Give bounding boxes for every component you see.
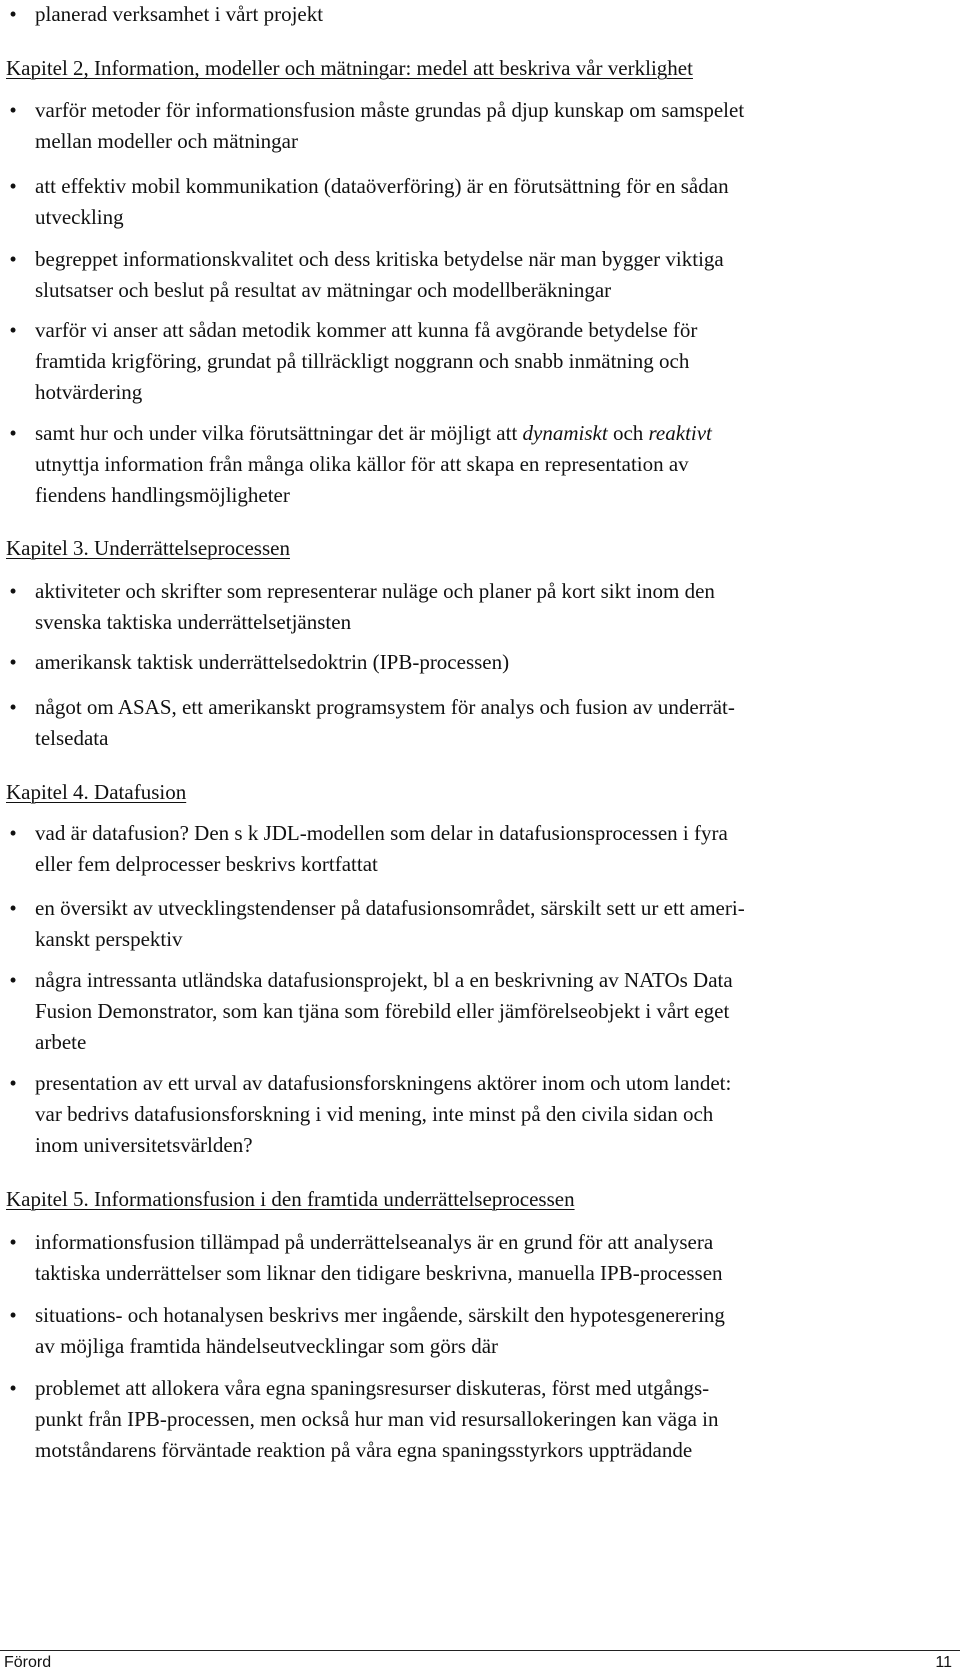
bullet-icon: • bbox=[9, 174, 17, 198]
bullet-icon: • bbox=[9, 579, 17, 603]
bullet-icon: • bbox=[9, 1230, 17, 1254]
bullet-icon: • bbox=[9, 650, 17, 674]
list-item-line: var bedrivs datafusionsforskning i vid mening, inte minst på den civila sidan och bbox=[35, 1102, 714, 1126]
list-item-line: kanskt perspektiv bbox=[35, 927, 183, 951]
list-item-line: slutsatser och beslut på resultat av mätningar och modellberäkningar bbox=[35, 278, 612, 302]
list-item-line: utnyttja information från många olika källor för att skapa en representation av bbox=[35, 452, 689, 476]
list-item-text: amerikansk taktisk underrättelsedoktrin (IPB-processen) bbox=[35, 650, 510, 674]
list-item bbox=[6, 647, 960, 678]
list-item bbox=[6, 418, 960, 511]
chapter-3-heading: Kapitel 3. Underrättelseprocessen bbox=[6, 536, 290, 560]
intro-list-item bbox=[6, 0, 960, 30]
bullet-icon: • bbox=[9, 318, 17, 342]
list-item bbox=[6, 692, 960, 754]
list-item-line: informationsfusion tillämpad på underrättelseanalys är en grund för att analysera bbox=[35, 1230, 714, 1254]
list-item bbox=[6, 315, 960, 408]
footer-divider bbox=[0, 1650, 960, 1651]
bullet-icon: • bbox=[9, 896, 17, 920]
list-item-line: taktiska underrättelser som liknar den tidigare beskrivna, manuella IPB-processen bbox=[35, 1261, 723, 1285]
emphasis-text: reaktivt bbox=[648, 421, 712, 445]
list-item bbox=[6, 1068, 960, 1161]
list-item-line: begreppet informationskvalitet och dess kritiska betydelse när man bygger viktiga bbox=[35, 247, 724, 271]
list-item-line: situations- och hotanalysen beskrivs mer ingående, särskilt den hypotesgenerering bbox=[35, 1303, 725, 1327]
bullet-icon: • bbox=[9, 821, 17, 845]
bullet-icon: • bbox=[9, 1376, 17, 1400]
list-item bbox=[6, 1227, 960, 1289]
list-item-line: något om ASAS, ett amerikanskt programsystem för analys och fusion av underrät- bbox=[35, 695, 735, 719]
list-item bbox=[6, 576, 960, 638]
list-item-line: utveckling bbox=[35, 205, 124, 229]
chapter-2-heading: Kapitel 2, Information, modeller och mätningar: medel att beskriva vår verklighet bbox=[6, 56, 693, 80]
list-item-text: samt hur och under vilka förutsättningar det är möjligt att bbox=[35, 421, 523, 445]
list-item-line: några intressanta utländska datafusionsprojekt, bl a en beskrivning av NATOs Data bbox=[35, 968, 733, 992]
list-item-line: vad är datafusion? Den s k JDL-modellen som delar in datafusionsprocessen i fyra bbox=[35, 821, 728, 845]
list-item-line: av möjliga framtida händelseutvecklingar som görs där bbox=[35, 1334, 499, 1358]
footer-section-title: Förord bbox=[4, 1654, 52, 1671]
emphasis-text: dynamiskt bbox=[522, 421, 608, 445]
list-item-line: telsedata bbox=[35, 726, 109, 750]
list-item-line: mellan modeller och mätningar bbox=[35, 129, 298, 153]
bullet-icon: • bbox=[9, 421, 17, 445]
list-item bbox=[6, 244, 960, 306]
list-item-line: en översikt av utvecklingstendenser på datafusionsområdet, särskilt sett ur ett ameri- bbox=[35, 896, 745, 920]
bullet-icon: • bbox=[9, 1303, 17, 1327]
list-item-line: arbete bbox=[35, 1030, 87, 1054]
list-item bbox=[6, 95, 960, 157]
bullet-icon: • bbox=[9, 98, 17, 122]
list-item-line: eller fem delprocesser beskrivs kortfattat bbox=[35, 852, 378, 876]
bullet-icon: • bbox=[9, 1071, 17, 1095]
list-item-line: inom universitetsvärlden? bbox=[35, 1133, 253, 1157]
list-item bbox=[6, 893, 960, 955]
list-item bbox=[6, 965, 960, 1058]
bullet-icon: • bbox=[9, 968, 17, 992]
list-item-text: och bbox=[607, 421, 649, 445]
list-item-line: Fusion Demonstrator, som kan tjäna som förebild eller jämförelseobjekt i vårt eget bbox=[35, 999, 730, 1023]
list-item-line: fiendens handlingsmöjligheter bbox=[35, 483, 290, 507]
list-item-text: planerad verksamhet i vårt projekt bbox=[35, 2, 324, 26]
list-item-line: varför metoder för informationsfusion måste grundas på djup kunskap om samspelet bbox=[35, 98, 745, 122]
list-item-line: problemet att allokera våra egna spaningsresurser diskuteras, först med utgångs- bbox=[35, 1376, 710, 1400]
list-item-line: hotvärdering bbox=[35, 380, 143, 404]
list-item-line: punkt från IPB-processen, men också hur man vid resursallokeringen kan väga in bbox=[35, 1407, 719, 1431]
list-item-line: framtida krigföring, grundat på tillräckligt noggrann och snabb inmätning och bbox=[35, 349, 690, 373]
page-number: 11 bbox=[935, 1654, 952, 1671]
chapter-4-heading: Kapitel 4. Datafusion bbox=[6, 780, 187, 804]
list-item-line: aktiviteter och skrifter som representerar nuläge och planer på kort sikt inom den bbox=[35, 579, 715, 603]
list-item-line: varför vi anser att sådan metodik kommer att kunna få avgörande betydelse för bbox=[35, 318, 698, 342]
bullet-icon: • bbox=[9, 2, 17, 26]
list-item-line: presentation av ett urval av datafusionsforskningens aktörer inom och utom landet: bbox=[35, 1071, 732, 1095]
list-item-line: att effektiv mobil kommunikation (dataöverföring) är en förutsättning för en sådan bbox=[35, 174, 729, 198]
chapter-5-heading: Kapitel 5. Informationsfusion i den framtida underrättelseprocessen bbox=[6, 1187, 575, 1211]
list-item-line: svenska taktiska underrättelsetjänsten bbox=[35, 610, 352, 634]
bullet-icon: • bbox=[9, 247, 17, 271]
list-item bbox=[6, 1373, 960, 1466]
bullet-icon: • bbox=[9, 695, 17, 719]
list-item bbox=[6, 171, 960, 233]
list-item bbox=[6, 1300, 960, 1362]
list-item-line: motståndarens förväntade reaktion på våra egna spaningsstyrkors uppträdande bbox=[35, 1438, 693, 1462]
list-item bbox=[6, 818, 960, 880]
